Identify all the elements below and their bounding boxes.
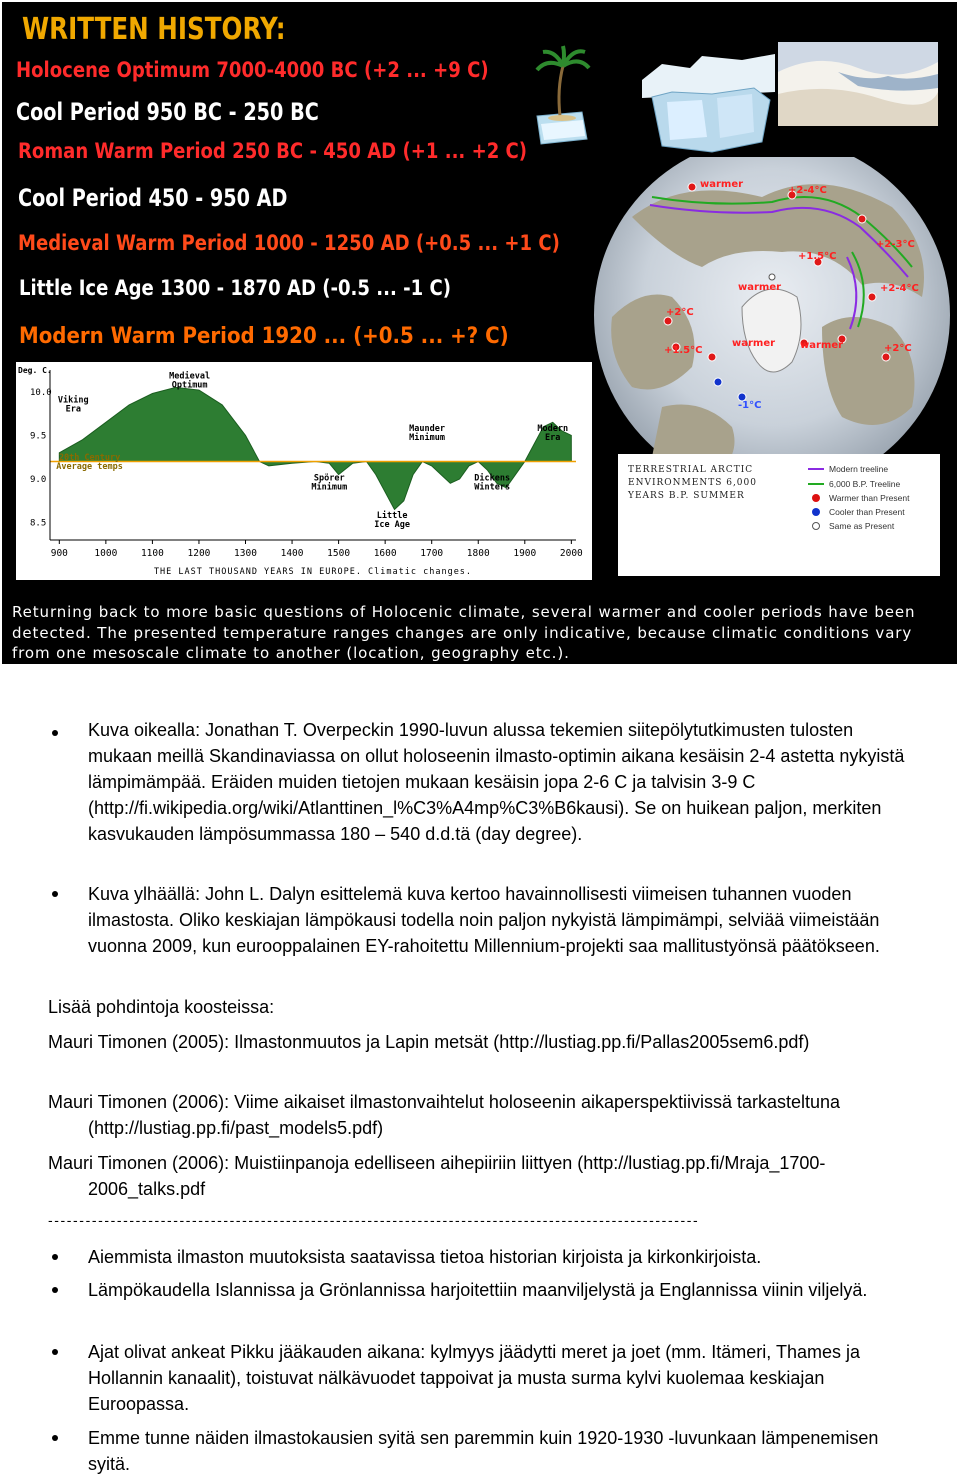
legend-dot-icon [812, 494, 820, 502]
slide-caption: Returning back to more basic questions of Holocenic climate, several warmer and cooler periods have been detected. The presented temperature ranges changes are only indicative, because climatic conditions vary from one mesoscale climate to another (location, geography etc.). [12, 603, 916, 662]
globe-label-t4: +2-4°C [880, 283, 919, 294]
reference-1: Mauri Timonen (2005): Ilmastonmuutos ja Lapin metsät (http://lustiag.pp.fi/Pallas2005sem6.pdf) [48, 1032, 810, 1052]
bullet-icon [52, 891, 58, 897]
legend-dot-icon [812, 508, 820, 516]
x-tick-label: 1500 [327, 548, 351, 559]
reference-2: Mauri Timonen (2006): Viime aikaiset ilmastonvaihtelut holoseenin aikaperspektiivissä tarkasteltuna (http://lustiag.pp.fi/past_models5.pdf) [48, 1092, 841, 1138]
y-tick-label: 9.0 [30, 474, 47, 485]
globe-label-t2: +2-3°C [876, 239, 915, 250]
bullet-little-ice-age: Ajat olivat ankeat Pikku jääkauden aikana: kylmyys jäädytti meret ja joet (mm. Itämeri, Thames ja Hollannin kanaalit), toistuvat nälkävuodet tappoivat ja musta surma kylvi kuolemaa keskiajan Euroopassa. [88, 1342, 860, 1414]
period-cool-2: Cool Period 450 - 950 AD [18, 184, 288, 212]
legend-line-icon [808, 483, 824, 485]
globe-label-t8: -1°C [738, 400, 762, 411]
legend-line-icon [808, 468, 824, 470]
iceberg-image [642, 42, 775, 154]
x-tick-label: 2000 [559, 548, 583, 559]
legend-dot-icon [812, 522, 820, 530]
globe-label-t3: +1.5°C [798, 251, 837, 262]
chart-annotation: Spörer Minimum [311, 473, 348, 493]
bullet-causes: Emme tunne näiden ilmastokausien syitä sen paremmin kuin 1920-1930 -luvunkaan lämpenemisen syitä. [88, 1428, 879, 1474]
period-roman-warm: Roman Warm Period 250 BC - 450 AD (+1 ... +2 C) [18, 139, 528, 163]
chart-annotation: Maunder Minimum [409, 424, 445, 444]
period-cool-1: Cool Period 950 BC - 250 BC [16, 98, 319, 126]
chart-annotation: Modern Era [537, 424, 569, 444]
chart-caption: THE LAST THOUSAND YEARS IN EUROPE. Climatic changes. [153, 567, 473, 577]
legend-item-cooler: Cooler than Present [808, 507, 905, 517]
x-tick-label: 900 [50, 548, 68, 559]
period-medieval-warm: Medieval Warm Period 1000 - 1250 AD (+0.5 ... +1 C) [18, 231, 560, 255]
x-tick-label: 1700 [420, 548, 444, 559]
x-tick-label: 1900 [513, 548, 537, 559]
paragraph-kuva-ylhaalla: Kuva ylhäällä: John L. Dalyn esittelemä kuva kertoo havainnollisesti viimeisen tuhannen vuoden ilmastosta. Oliko keskiajan lämpökausi todella noin paljon nykyistä lämpimämpi, selviää viimeistään vuonna 2009, kun eurooppalainen EY-rahoitettu Millennium-projekti saa mallitustyönsä päätökseen. [88, 884, 880, 956]
legend-item-modern-treeline: Modern treeline [808, 464, 888, 474]
period-modern-warm: Modern Warm Period 1920 ... (+0.5 ... +? C) [19, 324, 509, 349]
globe-label-t5: +2°C [666, 307, 694, 318]
bullet-history-books: Aiemmista ilmaston muutoksista saatavissa tietoa historian kirjoista ja kirkonkirjoista. [88, 1247, 762, 1267]
y-axis-title: Deg. C. [18, 366, 52, 375]
globe-label-warmer-right: warmer [800, 340, 844, 351]
y-tick-label: 10.0 [30, 387, 52, 398]
x-tick-label: 1600 [373, 548, 397, 559]
chart-annotation: Medieval Optimum [169, 371, 211, 391]
bullet-icon [52, 1287, 58, 1293]
chart-annotation: 20th Century Average temps [56, 452, 123, 472]
reference-3: Mauri Timonen (2006): Muistiinpanoja edelliseen aihepiiriin liittyen (http://lustiag.pp.fi/Mraja_1700-2006_talks.pdf [48, 1153, 826, 1199]
temperature-chart [16, 362, 592, 580]
globe-label-warmer-top: warmer [700, 179, 744, 190]
x-tick-label: 1200 [187, 548, 211, 559]
period-little-ice-age: Little Ice Age 1300 - 1870 AD (-0.5 ... -1 C) [19, 276, 452, 300]
globe-legend [618, 454, 940, 576]
globe-label-t6: +1.5°C [664, 345, 703, 356]
bullet-icon [52, 1254, 58, 1260]
x-tick-label: 1800 [466, 548, 490, 559]
legend-item-past-treeline: 6,000 B.P. Treeline [808, 479, 900, 489]
globe-label-warmer-mid: warmer [738, 282, 782, 293]
bullet-warm-period: Lämpökaudella Islannissa ja Grönlannissa harjoitettiin maanviljelystä ja Englannissa viinin viljelyä. [88, 1280, 868, 1300]
chart-annotation: Dickens Winters [474, 473, 511, 493]
legend-item-same: Same as Present [808, 521, 894, 531]
bullet-icon [52, 1435, 58, 1441]
paragraph-kuva-oikealla: Kuva oikealla: Jonathan T. Overpeckin 1990-luvun alussa tekemien siitepölytutkimusten tulosten mukaan meillä Skandinaviassa on ollut holoseenin ilmasto-optimin aikana kesäisin 2-4 astetta nykyistä lämpimämpää. Eräiden muiden tietojen mukaan kesäisin jopa 2-6 C ja talvisin 3-9 C (http://fi.wikipedia.org/wiki/Atlanttinen_l%C3%A4mp%C3%B6kausi). Se on huikean paljon, merkiten kasvukauden lämpösummassa 180 – 540 d.d.tä (day degree). [88, 720, 905, 844]
bullet-icon [52, 1349, 58, 1355]
more-heading: Lisää pohdintoja koosteissa: [48, 997, 275, 1017]
period-holocene-optimum: Holocene Optimum 7000-4000 BC (+2 ... +9 C) [16, 58, 489, 82]
globe-label-t7: +2°C [884, 343, 912, 354]
slide-panel [2, 2, 957, 664]
temperature-chart-svg [16, 362, 592, 580]
slide-title: WRITTEN HISTORY: [22, 12, 286, 47]
palm-island-image [527, 44, 597, 149]
y-tick-label: 8.5 [30, 518, 47, 529]
chart-annotation: Little Ice Age [374, 511, 411, 531]
x-tick-label: 1000 [94, 548, 118, 559]
legend-item-warmer: Warmer than Present [808, 493, 909, 503]
chart-annotation: Viking Era [57, 395, 89, 415]
bullet-icon [52, 730, 58, 736]
x-tick-label: 1100 [140, 548, 164, 559]
globe-label-t1: +2-4°C [788, 185, 827, 196]
globe-label-warmer-low: warmer [732, 338, 776, 349]
x-tick-label: 1400 [280, 548, 304, 559]
legend-title: TERRESTRIAL ARCTIC ENVIRONMENTS 6,000 YEARS B.P. SUMMER [628, 465, 757, 501]
beach-image [778, 42, 938, 126]
x-tick-label: 1300 [234, 548, 257, 559]
divider-line: -------------------------------------------------------------------------------------------------------- [48, 1212, 700, 1228]
y-tick-label: 9.5 [30, 431, 47, 442]
